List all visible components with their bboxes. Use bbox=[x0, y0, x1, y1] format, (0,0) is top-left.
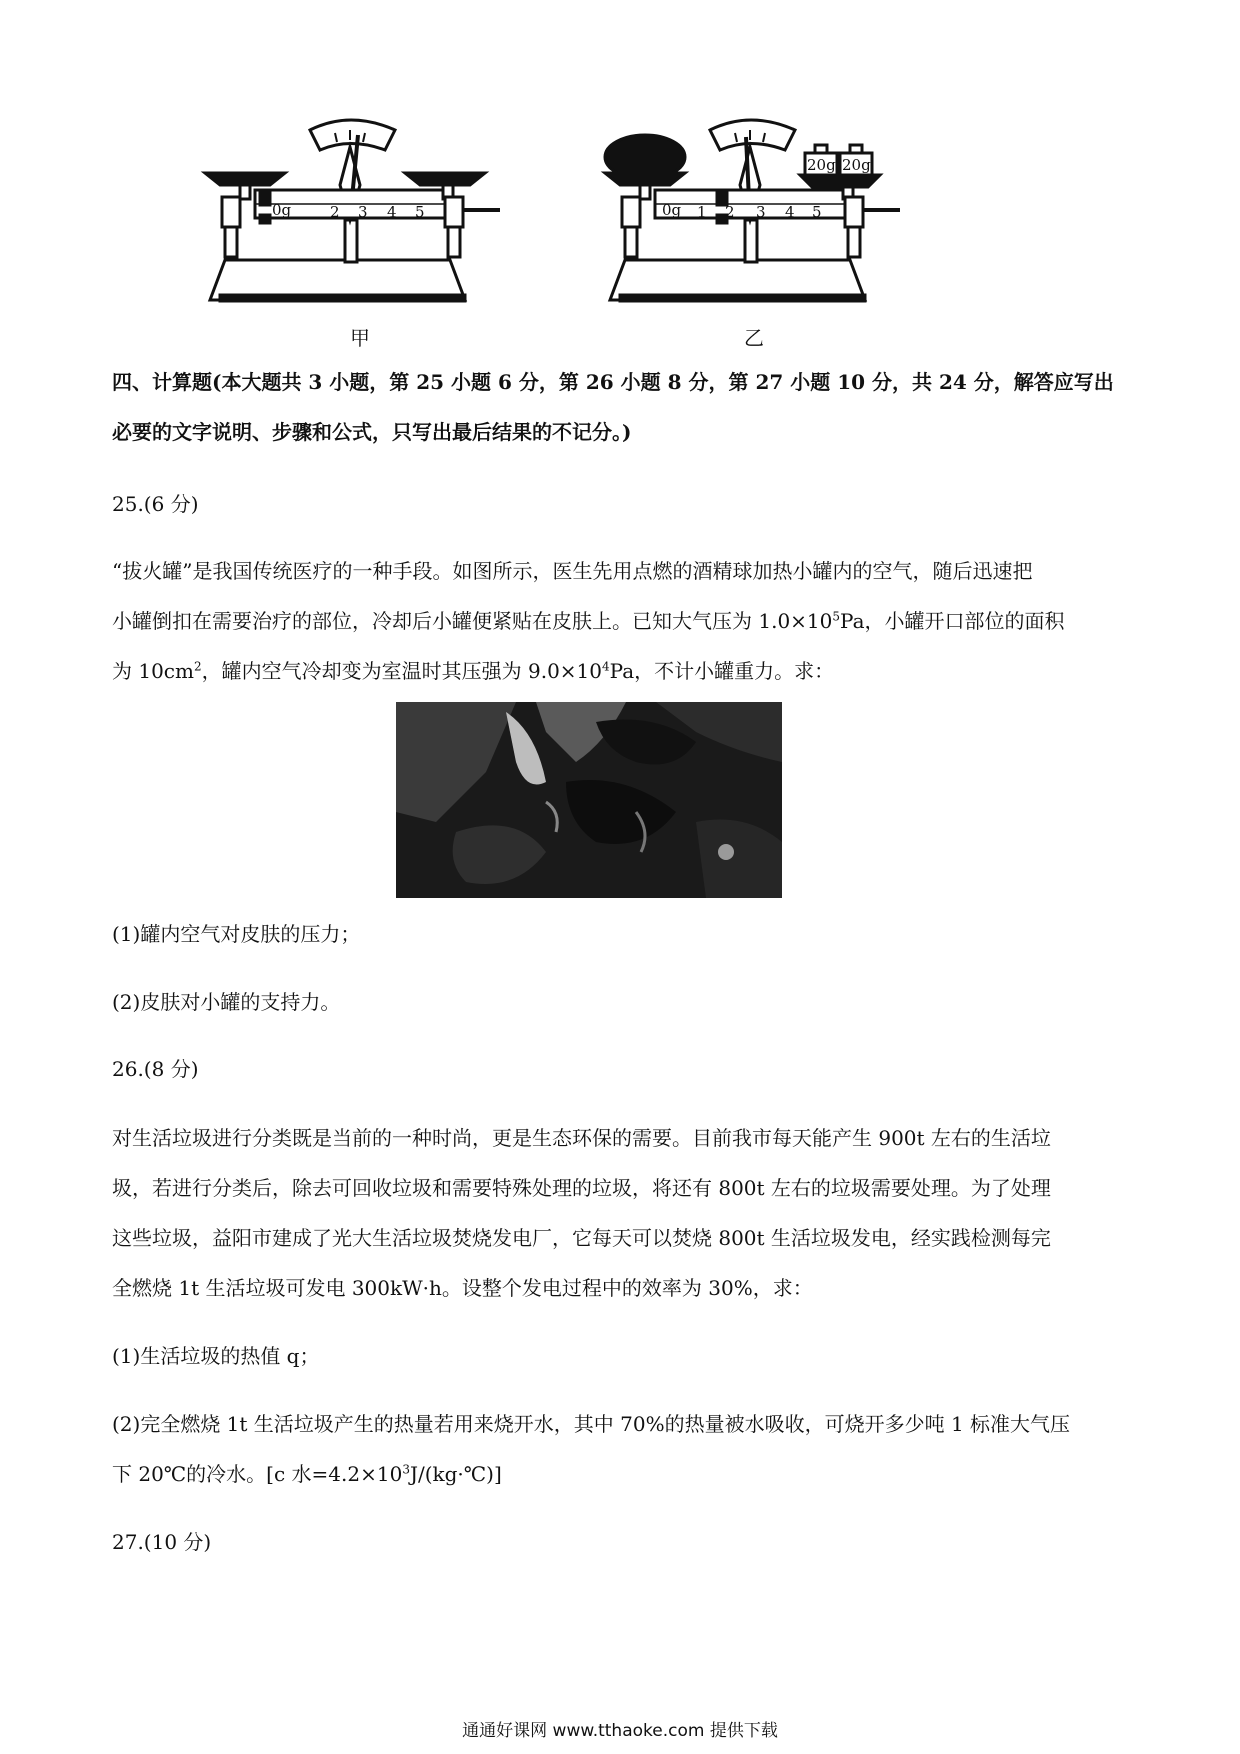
balance-figure bbox=[200, 105, 920, 345]
section-title-line1: 四、计算题(本大题共 3 小题，第 25 小题 6 分，第 26 小题 8 分，第 27 小题 10 分，共 24 分，解答应写出 bbox=[112, 370, 1114, 394]
scale-label-0-right: 0g bbox=[662, 201, 682, 219]
q26-header: 26.(8 分) bbox=[112, 1057, 199, 1081]
cupping-photo bbox=[396, 702, 782, 898]
scale-label-1-right: 1 bbox=[697, 203, 707, 221]
scale-label-2: 2 bbox=[330, 203, 340, 221]
scale-label-3: 3 bbox=[358, 203, 368, 221]
weight-label-2: 20g bbox=[842, 156, 871, 174]
q25-line3-b: ，罐内空气冷却变为室温时其压强为 9.0×10 bbox=[201, 659, 602, 683]
scale-label-3-right: 3 bbox=[756, 203, 766, 221]
q25-line2-sup: 5 bbox=[832, 609, 841, 624]
q25-line3-sup1: 2 bbox=[193, 659, 202, 674]
figure-caption-right: 乙 bbox=[744, 326, 764, 350]
q26-sub2-line2-sup: 3 bbox=[402, 1462, 410, 1477]
q26-line4: 全燃烧 1t 生活垃圾可发电 300kW·h。设整个发电过程中的效率为 30%，求： bbox=[112, 1276, 813, 1300]
balance-right bbox=[605, 120, 900, 301]
balance-left bbox=[205, 120, 500, 301]
q25-sub1: (1)罐内空气对皮肤的压力； bbox=[112, 922, 361, 946]
q26-line1: 对生活垃圾进行分类既是当前的一种时尚，更是生态环保的需要。目前我市每天能产生 900t 左右的生活垃 bbox=[112, 1126, 1051, 1150]
figure-caption-left: 甲 bbox=[350, 326, 370, 350]
q26-sub2-line2-a: 下 20℃的冷水。[c 水=4.2×10 bbox=[112, 1462, 403, 1486]
scale-label-4: 4 bbox=[387, 203, 397, 221]
scale-label-2-right: 2 bbox=[725, 203, 735, 221]
q26-line3: 这些垃圾，益阳市建成了光大生活垃圾焚烧发电厂，它每天可以焚烧 800t 生活垃圾发电，经实践检测每完 bbox=[112, 1226, 1051, 1250]
page-footer: 通通好课网 www.tthaoke.com 提供下载 bbox=[462, 1721, 778, 1741]
q26-sub2-line2 bbox=[112, 1458, 502, 1487]
q25-line2-b: Pa，小罐开口部位的面积 bbox=[840, 609, 1065, 633]
q25-line3-sup2: 4 bbox=[602, 659, 610, 674]
q25-line2-a: 小罐倒扣在需要治疗的部位，冷却后小罐便紧贴在皮肤上。已知大气压为 1.0×10 bbox=[112, 609, 833, 633]
scale-label-4-right: 4 bbox=[785, 203, 795, 221]
q27-header: 27.(10 分) bbox=[112, 1530, 212, 1554]
scale-label-5-right: 5 bbox=[812, 203, 822, 221]
weight-label-1: 20g bbox=[807, 156, 836, 174]
q25-line3-c: Pa，不计小罐重力。求： bbox=[609, 659, 835, 683]
scale-label-5: 5 bbox=[415, 203, 425, 221]
q25-line2 bbox=[112, 605, 1065, 634]
q25-sub2: (2)皮肤对小罐的支持力。 bbox=[112, 990, 341, 1014]
q26-sub2-line2-b: J/(kg·℃)] bbox=[409, 1462, 502, 1486]
q25-header: 25.(6 分) bbox=[112, 492, 199, 516]
q26-line2: 圾，若进行分类后，除去可回收垃圾和需要特殊处理的垃圾，将还有 800t 左右的垃圾需要处理。为了处理 bbox=[112, 1176, 1051, 1200]
scale-label-0: 0g bbox=[272, 201, 292, 219]
q25-line3-a: 为 10cm bbox=[112, 659, 194, 683]
q26-sub2-line1: (2)完全燃烧 1t 生活垃圾产生的热量若用来烧开水，其中 70%的热量被水吸收，可烧开多少吨 1 标准大气压 bbox=[112, 1412, 1071, 1436]
section-title-line2: 必要的文字说明、步骤和公式，只写出最后结果的不记分。) bbox=[112, 420, 632, 444]
q26-sub1: (1)生活垃圾的热值 q； bbox=[112, 1344, 320, 1368]
q25-line3 bbox=[112, 655, 834, 684]
q25-line1: “拔火罐”是我国传统医疗的一种手段。如图所示，医生先用点燃的酒精球加热小罐内的空气，随后迅速把 bbox=[112, 559, 1033, 583]
